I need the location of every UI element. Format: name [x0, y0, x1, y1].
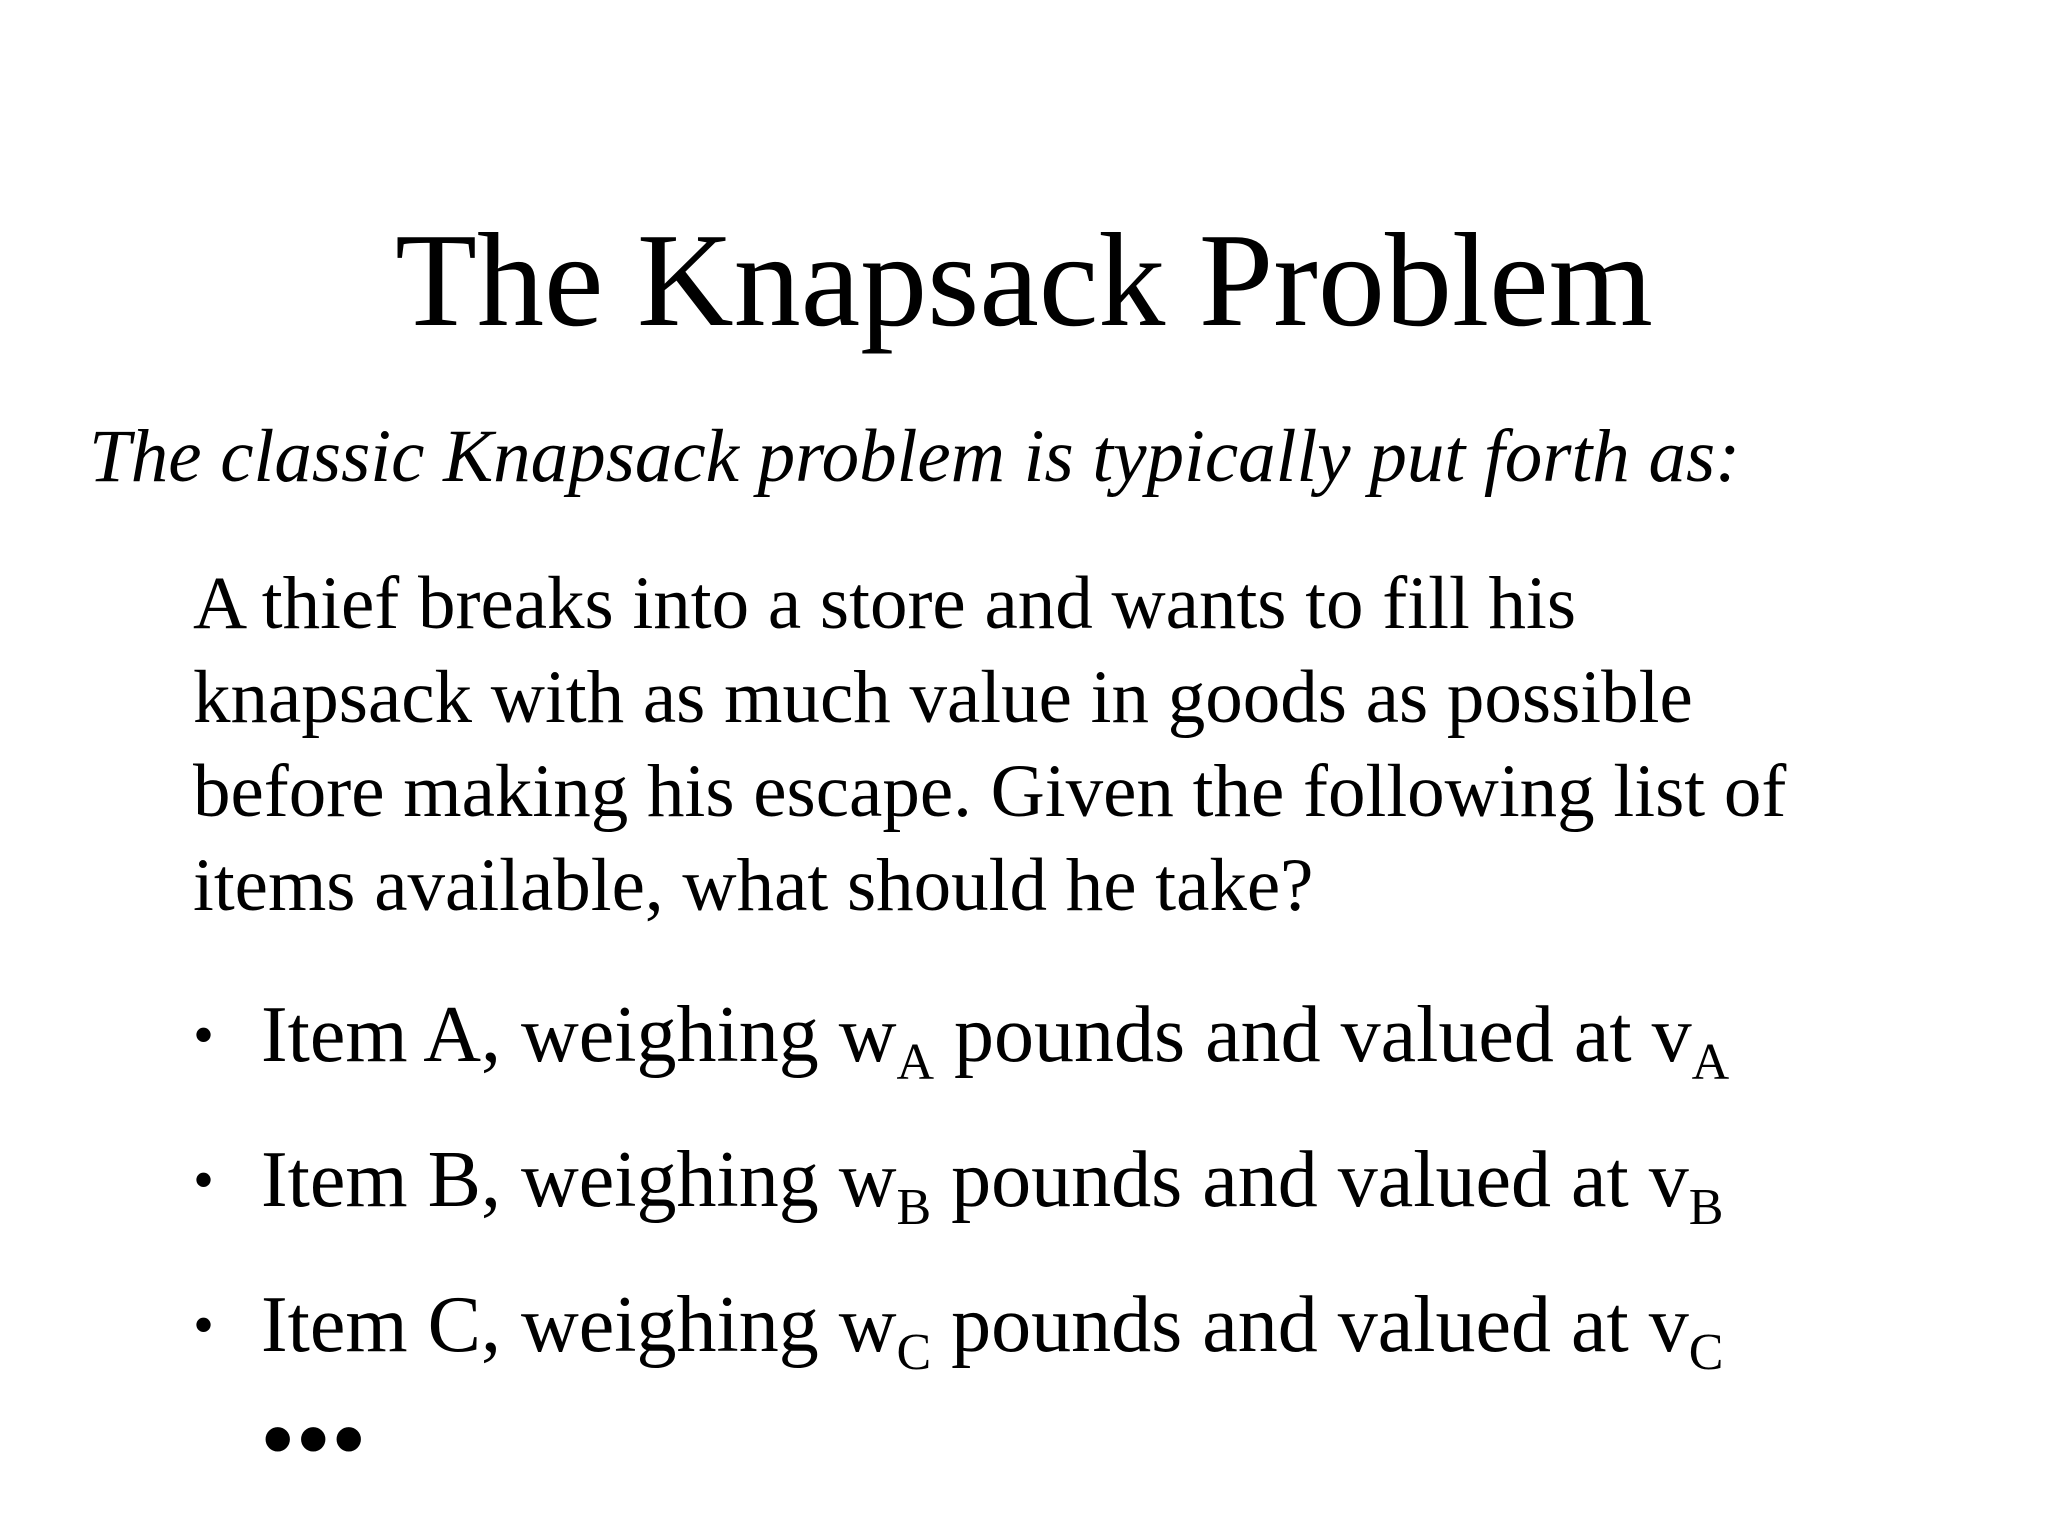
item-text-start: Item B, weighing w	[261, 1136, 897, 1224]
item-text-start: Item C, weighing w	[261, 1281, 897, 1369]
intro-text: The classic Knapsack problem is typically put forth as:	[89, 415, 1741, 498]
item-text-middle: pounds and valued at v	[934, 991, 1692, 1079]
paragraph-line: items available, what should he take?	[193, 844, 1314, 927]
item-text	[261, 1275, 1724, 1381]
item-text-start: Item A, weighing w	[261, 991, 897, 1079]
value-subscript: C	[1688, 1324, 1724, 1381]
item-text	[261, 985, 1730, 1091]
paragraph-line: A thief breaks into a store and wants to fill his	[193, 562, 1577, 645]
bullet-icon: •	[193, 1292, 215, 1358]
bullet-icon: •	[193, 1002, 215, 1068]
item-text-middle: pounds and valued at v	[931, 1281, 1689, 1369]
paragraph-line: before making his escape. Given the following list of	[193, 750, 1787, 833]
item-text	[261, 1130, 1724, 1236]
problem-paragraph	[193, 557, 1993, 933]
paragraph-line: knapsack with as much value in goods as possible	[193, 656, 1693, 739]
value-subscript: A	[1691, 1034, 1730, 1091]
ellipsis: •••	[262, 1390, 369, 1489]
value-subscript: B	[1688, 1179, 1724, 1236]
bullet-icon: •	[193, 1147, 215, 1213]
item-text-middle: pounds and valued at v	[931, 1136, 1689, 1224]
weight-subscript: B	[896, 1179, 932, 1236]
slide-title: The Knapsack Problem	[395, 206, 1653, 354]
weight-subscript: C	[896, 1324, 932, 1381]
weight-subscript: A	[896, 1034, 935, 1091]
